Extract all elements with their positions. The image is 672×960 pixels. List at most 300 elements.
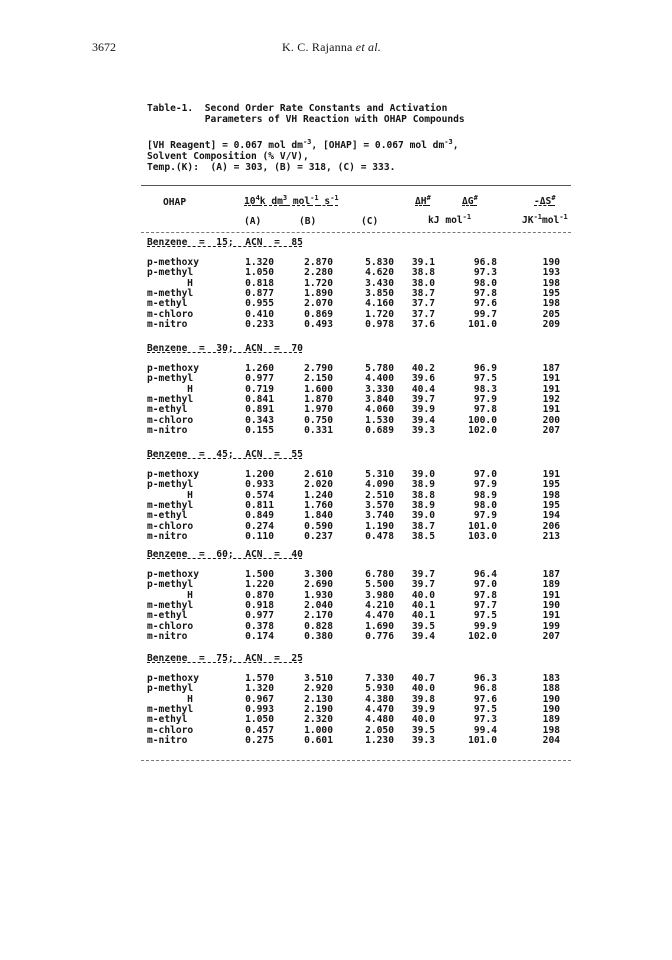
jk-exp-2: -1 [559,213,568,221]
cell-delta-h: 39.9 [411,703,435,715]
table-bottom-rule [141,760,571,761]
cell-substituent: m-chloro [147,620,194,632]
cell-delta-h: 40.1 [411,599,435,611]
header-col-c: (C) [361,216,379,227]
cell-substituent: H [187,489,193,501]
cell-delta-s: 190 [542,599,560,611]
cell-substituent: m-methyl [147,393,194,405]
cell-delta-s: 198 [542,277,560,289]
cell-k-b: 2.610 [304,469,333,480]
kj-exp: -1 [462,213,472,221]
cell-k-b: 1.720 [304,277,333,289]
cell-substituent: p-methyl [147,683,194,695]
header-col-b: (B) [299,216,317,227]
cell-k-a: 1.220 [245,579,274,591]
cell-delta-g: 97.6 [473,693,497,705]
cell-delta-g: 102.0 [468,424,497,436]
cell-k-c: 4.060 [365,404,394,416]
cell-delta-h: 38.5 [411,530,435,542]
conditions-vh: [VH Reagent] = 0.067 mol dm [147,140,303,151]
cell-delta-g: 98.3 [473,383,497,395]
section-title: Benzene = 75; ACN = 25 [147,653,303,664]
cell-k-b: 1.760 [304,499,333,511]
cell-k-b: 0.590 [304,520,333,532]
cell-substituent: H [187,383,193,395]
cell-delta-s: 200 [542,414,560,426]
cell-delta-g: 99.4 [473,724,497,736]
cell-delta-h: 39.5 [411,620,435,632]
cell-delta-h: 39.7 [411,569,435,580]
cell-delta-s: 193 [542,267,560,279]
cell-k-a: 0.891 [245,404,274,416]
cell-delta-h: 37.7 [411,308,435,320]
cell-k-b: 0.331 [304,424,333,436]
cell-delta-s: 207 [542,424,560,436]
cell-k-c: 3.840 [365,393,394,405]
cell-delta-g: 97.0 [473,579,497,591]
cell-delta-g: 97.8 [473,404,497,416]
cell-k-b: 0.828 [304,620,333,632]
cell-k-b: 1.000 [304,724,333,736]
table-row [0,631,672,642]
cell-k-a: 0.410 [245,308,274,320]
jk-label: JK [522,215,534,226]
cell-substituent: m-nitro [147,318,188,330]
cell-k-c: 6.780 [365,569,394,580]
conditions-exp-1: -3 [302,138,312,146]
delta-h-label: ΔH [415,196,427,207]
cell-delta-s: 207 [542,630,560,642]
cell-k-b: 2.070 [304,298,333,310]
cell-delta-h: 40.0 [411,714,435,726]
delta-g-sup: # [473,194,478,202]
cell-delta-g: 97.9 [473,479,497,491]
cell-delta-g: 101.0 [468,318,497,330]
cell-k-a: 1.320 [245,683,274,695]
cell-k-a: 0.457 [245,724,274,736]
cell-k-c: 2.050 [365,724,394,736]
cell-delta-g: 98.9 [473,489,497,501]
running-head-author: K. C. Rajanna [282,40,353,54]
cell-k-b: 2.170 [304,610,333,622]
cell-delta-s: 190 [542,257,560,268]
cell-k-c: 5.500 [365,579,394,591]
cell-k-c: 3.980 [365,589,394,601]
cell-delta-g: 100.0 [468,414,497,426]
cell-k-c: 3.570 [365,499,394,511]
cell-k-a: 0.955 [245,298,274,310]
cell-delta-s: 195 [542,499,560,511]
cell-k-c: 3.330 [365,383,394,395]
cell-delta-s: 190 [542,693,560,705]
cell-delta-g: 103.0 [468,530,497,542]
cell-k-a: 1.500 [245,569,274,580]
cell-k-b: 2.690 [304,579,333,591]
cell-k-b: 2.020 [304,479,333,491]
cell-delta-s: 213 [542,530,560,542]
cell-delta-h: 38.0 [411,277,435,289]
running-head [282,40,381,55]
cell-k-b: 2.280 [304,267,333,279]
cell-k-a: 1.200 [245,469,274,480]
cell-substituent: m-chloro [147,724,194,736]
cell-k-b: 1.840 [304,510,333,522]
cell-k-a: 0.174 [245,630,274,642]
cell-delta-h: 40.4 [411,383,435,395]
cell-delta-s: 189 [542,714,560,726]
cell-substituent: m-nitro [147,734,188,746]
cell-delta-g: 97.6 [473,298,497,310]
cell-substituent: H [187,693,193,705]
cell-k-b: 1.890 [304,287,333,299]
cell-delta-g: 99.7 [473,308,497,320]
cell-delta-h: 38.8 [411,489,435,501]
cell-k-a: 1.570 [245,673,274,684]
cell-k-b: 2.920 [304,683,333,695]
cell-k-a: 0.811 [245,499,274,511]
cell-k-b: 0.237 [304,530,333,542]
header-col-a: (A) [244,216,262,227]
cell-substituent: m-ethyl [147,298,188,310]
table-row [0,425,672,436]
cell-k-a: 1.320 [245,257,274,268]
cell-delta-s: 205 [542,308,560,320]
section-title: Benzene = 30; ACN = 70 [147,343,303,354]
cell-k-b: 1.240 [304,489,333,501]
cell-k-c: 1.230 [365,734,394,746]
cell-substituent: m-methyl [147,499,194,511]
cell-delta-s: 198 [542,489,560,501]
cell-delta-h: 38.9 [411,479,435,491]
caption-line-1: Table-1. Second Order Rate Constants and Activation [147,103,448,114]
cell-delta-g: 98.0 [473,277,497,289]
cell-delta-s: 195 [542,287,560,299]
rate-exp-1: 4 [255,194,260,202]
cell-delta-g: 97.9 [473,510,497,522]
cell-delta-g: 97.5 [473,703,497,715]
cell-delta-g: 97.7 [473,599,497,611]
cell-k-a: 0.977 [245,373,274,385]
cell-delta-s: 191 [542,373,560,385]
rate-pre: 10 [244,196,256,207]
header-kj-mol [428,215,471,226]
cell-delta-g: 96.8 [473,257,497,268]
delta-s-sup: # [551,194,556,202]
cell-substituent: m-chloro [147,308,194,320]
cell-delta-h: 39.6 [411,373,435,385]
header-jk-mol [522,215,568,226]
cell-k-b: 0.493 [304,318,333,330]
cell-substituent: m-chloro [147,520,194,532]
cell-delta-g: 96.4 [473,569,497,580]
caption-line-2: Parameters of VH Reaction with OHAP Compounds [147,114,465,125]
cell-delta-g: 101.0 [468,734,497,746]
cell-delta-g: 96.8 [473,683,497,695]
cell-delta-g: 97.8 [473,287,497,299]
kj-label: kJ mol [428,215,463,226]
rate-mol: mol [287,196,311,207]
cell-delta-h: 37.6 [411,318,435,330]
cell-substituent: H [187,589,193,601]
cell-k-a: 0.977 [245,610,274,622]
header-delta-g [462,196,478,207]
cell-k-b: 2.790 [304,363,333,374]
cell-delta-h: 39.3 [411,734,435,746]
cell-delta-h: 39.0 [411,469,435,480]
conditions-line-2: Solvent Composition (% V/V), [147,151,309,162]
header-bottom-rule [141,232,571,233]
rate-exp-2: 3 [282,194,288,202]
cell-substituent: p-methoxy [147,569,199,580]
cell-k-a: 0.233 [245,318,274,330]
cell-delta-g: 97.0 [473,469,497,480]
delta-h-sup: # [426,194,431,202]
cell-delta-h: 39.7 [411,579,435,591]
cell-delta-h: 38.8 [411,267,435,279]
cell-k-c: 4.210 [365,599,394,611]
header-rate-constant [244,196,339,207]
cell-k-b: 2.190 [304,703,333,715]
cell-delta-s: 192 [542,393,560,405]
cell-k-c: 5.780 [365,363,394,374]
cell-delta-g: 102.0 [468,630,497,642]
cell-delta-s: 189 [542,579,560,591]
cell-delta-h: 40.7 [411,673,435,684]
cell-substituent: m-ethyl [147,404,188,416]
cell-delta-h: 39.1 [411,257,435,268]
cell-substituent: m-nitro [147,630,188,642]
cell-k-b: 2.320 [304,714,333,726]
cell-substituent: m-chloro [147,414,194,426]
cell-k-c: 4.470 [365,610,394,622]
cell-k-c: 7.330 [365,673,394,684]
cell-k-a: 0.841 [245,393,274,405]
cell-substituent: m-nitro [147,424,188,436]
cell-substituent: p-methyl [147,579,194,591]
conditions-line-1 [147,140,458,151]
cell-delta-s: 191 [542,469,560,480]
cell-delta-s: 183 [542,673,560,684]
cell-substituent: p-methoxy [147,257,199,268]
cell-k-b: 1.970 [304,404,333,416]
cell-k-c: 1.720 [365,308,394,320]
header-ohap: OHAP [163,197,187,208]
table-top-rule [141,185,571,186]
cell-k-c: 3.850 [365,287,394,299]
cell-delta-h: 38.7 [411,287,435,299]
cell-delta-s: 209 [542,318,560,330]
cell-k-c: 4.620 [365,267,394,279]
cell-delta-g: 99.9 [473,620,497,632]
cell-k-b: 1.930 [304,589,333,601]
cell-delta-s: 187 [542,363,560,374]
cell-delta-h: 39.4 [411,414,435,426]
cell-k-c: 0.689 [365,424,394,436]
cell-k-c: 1.690 [365,620,394,632]
cell-k-a: 0.877 [245,287,274,299]
cell-substituent: m-methyl [147,599,194,611]
cell-delta-h: 39.4 [411,630,435,642]
cell-k-b: 2.870 [304,257,333,268]
cell-k-c: 0.978 [365,318,394,330]
cell-k-a: 1.050 [245,714,274,726]
section-title: Benzene = 15; ACN = 85 [147,237,303,248]
running-head-etal: et al. [355,40,381,54]
header-delta-s [534,196,556,207]
cell-k-b: 1.870 [304,393,333,405]
cell-delta-h: 40.0 [411,683,435,695]
cell-delta-g: 98.0 [473,499,497,511]
table-row [0,735,672,746]
cell-delta-s: 191 [542,589,560,601]
rate-mid: k dm [259,196,283,207]
cell-k-b: 1.600 [304,383,333,395]
cell-delta-g: 97.3 [473,267,497,279]
cell-k-a: 0.993 [245,703,274,715]
cell-k-c: 4.090 [365,479,394,491]
cell-k-a: 0.155 [245,424,274,436]
cell-k-a: 0.719 [245,383,274,395]
cell-delta-s: 198 [542,298,560,310]
cell-k-c: 4.380 [365,693,394,705]
table-row [0,531,672,542]
cell-delta-h: 40.0 [411,589,435,601]
cell-delta-s: 204 [542,734,560,746]
cell-delta-h: 39.0 [411,510,435,522]
cell-delta-s: 195 [542,479,560,491]
cell-delta-h: 39.5 [411,724,435,736]
cell-k-a: 0.870 [245,589,274,601]
cell-delta-s: 191 [542,404,560,416]
cell-k-a: 0.274 [245,520,274,532]
cell-k-c: 1.190 [365,520,394,532]
cell-k-c: 4.400 [365,373,394,385]
cell-delta-s: 188 [542,683,560,695]
cell-k-c: 4.470 [365,703,394,715]
cell-k-c: 0.776 [365,630,394,642]
cell-k-c: 2.510 [365,489,394,501]
cell-k-b: 3.300 [304,569,333,580]
cell-delta-s: 206 [542,520,560,532]
cell-delta-h: 40.1 [411,610,435,622]
cell-delta-g: 97.5 [473,610,497,622]
cell-k-c: 5.930 [365,683,394,695]
section-title: Benzene = 45; ACN = 55 [147,449,303,460]
conditions-ohap: , [OHAP] = 0.067 mol dm [311,140,445,151]
cell-delta-s: 194 [542,510,560,522]
cell-k-c: 4.480 [365,714,394,726]
cell-delta-s: 199 [542,620,560,632]
cell-delta-g: 97.9 [473,393,497,405]
cell-k-c: 1.530 [365,414,394,426]
cell-delta-h: 40.2 [411,363,435,374]
cell-k-a: 0.275 [245,734,274,746]
cell-delta-s: 191 [542,610,560,622]
cell-substituent: p-methoxy [147,673,199,684]
cell-k-a: 0.110 [245,530,274,542]
table-conditions [147,140,458,173]
rate-s: s [318,196,331,207]
cell-k-a: 0.818 [245,277,274,289]
cell-k-a: 0.378 [245,620,274,632]
cell-delta-h: 37.7 [411,298,435,310]
cell-delta-s: 198 [542,724,560,736]
cell-delta-g: 96.9 [473,363,497,374]
cell-delta-g: 101.0 [468,520,497,532]
cell-delta-s: 190 [542,703,560,715]
cell-k-a: 0.343 [245,414,274,426]
cell-substituent: p-methyl [147,479,194,491]
cell-substituent: m-methyl [147,703,194,715]
cell-k-a: 0.967 [245,693,274,705]
jk-mol: mol [542,215,560,226]
cell-k-c: 4.160 [365,298,394,310]
cell-substituent: m-ethyl [147,714,188,726]
cell-k-c: 0.478 [365,530,394,542]
cell-k-a: 0.933 [245,479,274,491]
cell-substituent: p-methyl [147,373,194,385]
cell-substituent: m-methyl [147,287,194,299]
section-title: Benzene = 60; ACN = 40 [147,549,303,560]
table-row [0,319,672,330]
cell-delta-g: 97.3 [473,714,497,726]
cell-k-b: 2.040 [304,599,333,611]
cell-k-c: 5.830 [365,257,394,268]
cell-k-c: 3.430 [365,277,394,289]
cell-k-b: 2.150 [304,373,333,385]
cell-k-c: 3.740 [365,510,394,522]
cell-k-a: 0.574 [245,489,274,501]
cell-delta-h: 38.9 [411,499,435,511]
cell-k-b: 2.130 [304,693,333,705]
cell-substituent: m-nitro [147,530,188,542]
cell-delta-s: 187 [542,569,560,580]
rate-exp-4: -1 [330,194,339,202]
cell-k-b: 0.869 [304,308,333,320]
cell-substituent: p-methoxy [147,363,199,374]
delta-g-label: ΔG [462,196,474,207]
cell-k-b: 0.380 [304,630,333,642]
cell-delta-h: 39.8 [411,693,435,705]
cell-delta-h: 39.3 [411,424,435,436]
cell-substituent: m-ethyl [147,510,188,522]
cell-delta-g: 97.8 [473,589,497,601]
cell-substituent: m-ethyl [147,610,188,622]
cell-delta-g: 96.3 [473,673,497,684]
rate-exp-3: -1 [310,194,319,202]
cell-k-b: 0.601 [304,734,333,746]
cell-k-c: 5.310 [365,469,394,480]
cell-k-a: 0.849 [245,510,274,522]
conditions-exp-2: -3 [444,138,453,146]
table-caption [147,103,465,125]
cell-k-b: 3.510 [304,673,333,684]
cell-substituent: p-methyl [147,267,194,279]
cell-delta-h: 39.7 [411,393,435,405]
cell-k-a: 1.260 [245,363,274,374]
conditions-comma: , [452,140,459,151]
page-number: 3672 [92,40,116,54]
header-delta-h [415,196,431,207]
cell-delta-s: 191 [542,383,560,395]
delta-s-label: -ΔS [534,196,552,207]
cell-delta-h: 39.9 [411,404,435,416]
cell-k-a: 0.918 [245,599,274,611]
cell-delta-g: 97.5 [473,373,497,385]
jk-exp-1: -1 [533,213,542,221]
cell-substituent: p-methoxy [147,469,199,480]
cell-k-a: 1.050 [245,267,274,279]
